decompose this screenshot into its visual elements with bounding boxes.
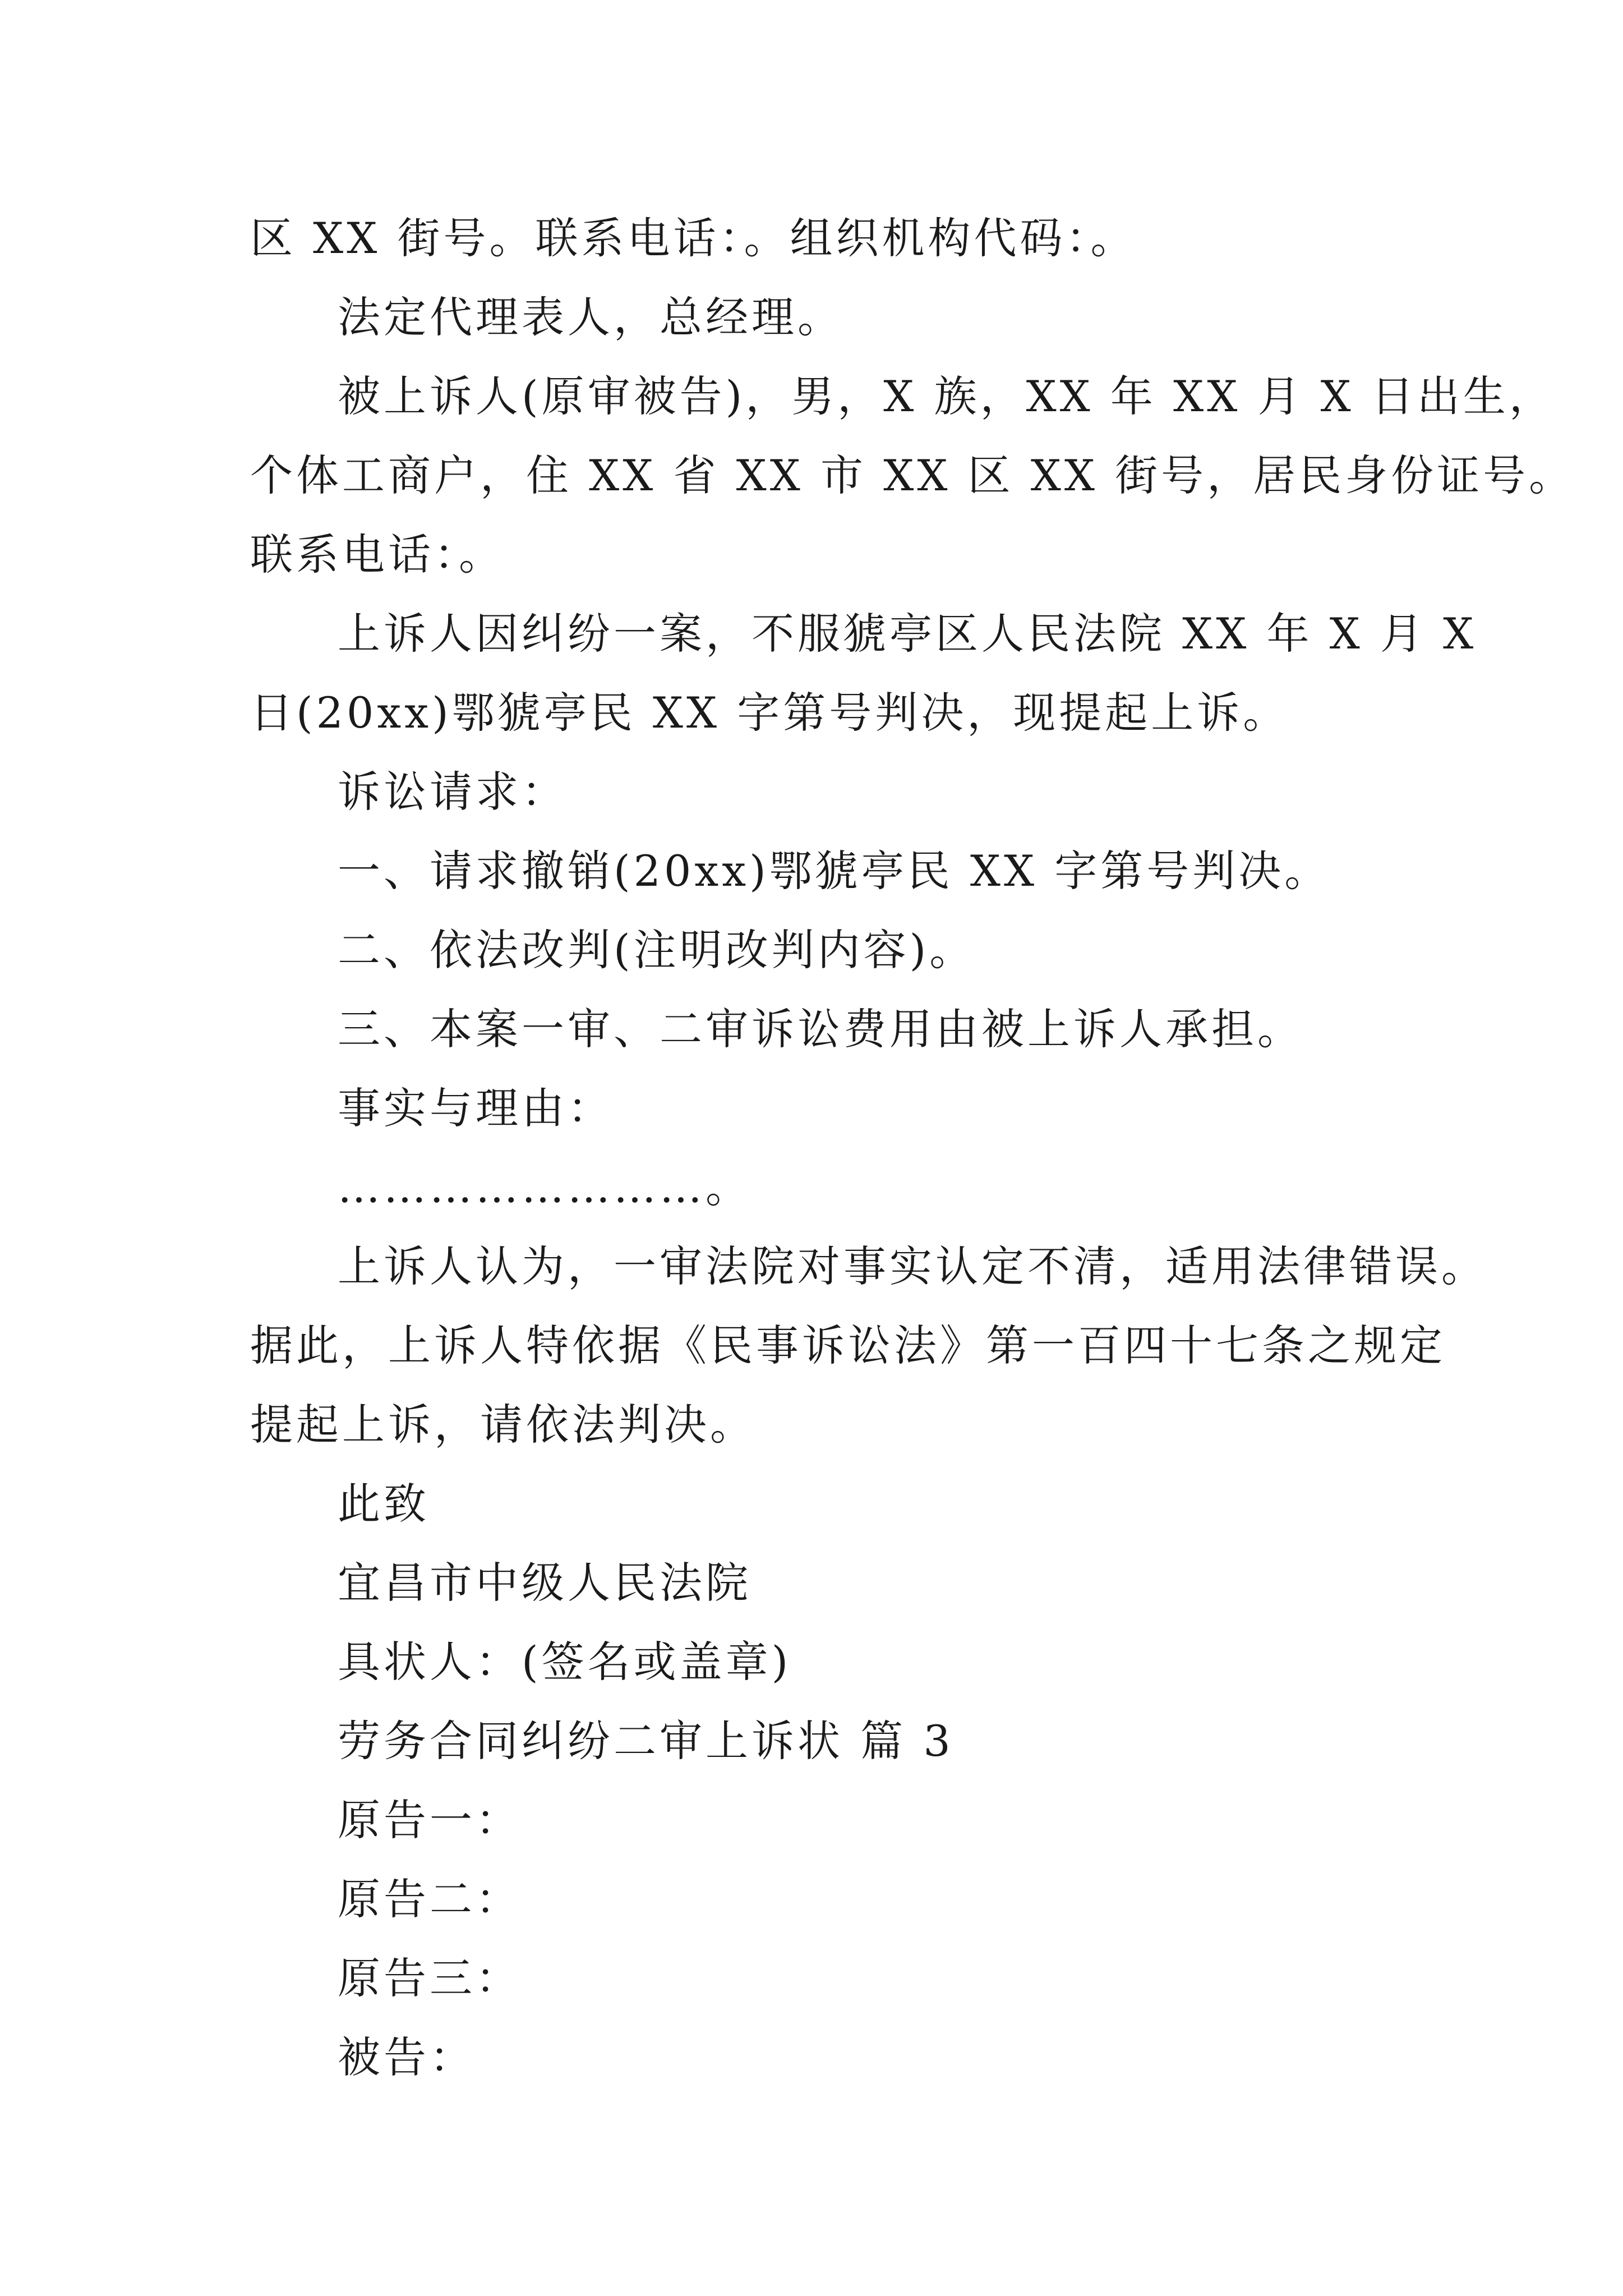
section-heading: 事实与理由： xyxy=(338,1083,614,1133)
text-line: ……………………。 xyxy=(338,1162,751,1212)
text-line: 提起上诉，请依法判决。 xyxy=(250,1400,756,1450)
document-title: 劳务合同纠纷二审上诉状 篇 3 xyxy=(338,1716,954,1766)
text-line: 联系电话：。 xyxy=(250,530,505,579)
text-line: 上诉人因纠纷一案，不服猇亭区人民法院 XX 年 X 月 X xyxy=(338,609,1477,659)
text-line: 法定代理表人，总经理。 xyxy=(338,292,843,342)
list-item: 三、本案一审、二审诉讼费用由被上诉人承担。 xyxy=(338,1004,1303,1054)
text-line: 个体工商户，住 XX 省 XX 市 XX 区 XX 街号，居民身份证号。 xyxy=(250,450,1575,500)
signature-line: 具状人：(签名或盖章) xyxy=(338,1637,792,1687)
text-line: 区 XX 街号。联系电话：。组织机构代码：。 xyxy=(250,213,1137,263)
text-line: 被上诉人(原审被告)，男，X 族，XX 年 XX 月 X 日出生， xyxy=(338,371,1555,421)
party-line: 原告二： xyxy=(338,1874,522,1924)
list-item: 二、依法改判(注明改判内容)。 xyxy=(338,925,976,975)
addressee: 宜昌市中级人民法院 xyxy=(338,1558,751,1608)
salutation: 此致 xyxy=(338,1479,430,1529)
text-line: 据此，上诉人特依据《民事诉讼法》第一百四十七条之规定 xyxy=(250,1320,1446,1370)
text-line: 上诉人认为，一审法院对事实认定不清，适用法律错误。 xyxy=(338,1241,1487,1291)
section-heading: 诉讼请求： xyxy=(338,767,568,817)
party-line: 被告： xyxy=(338,2032,476,2082)
list-item: 一、请求撤销(20xx)鄂猇亭民 XX 字第号判决。 xyxy=(338,846,1331,896)
party-line: 原告三： xyxy=(338,1953,522,2003)
text-line: 日(20xx)鄂猇亭民 XX 字第号判决，现提起上诉。 xyxy=(250,688,1289,738)
party-line: 原告一： xyxy=(338,1795,522,1845)
